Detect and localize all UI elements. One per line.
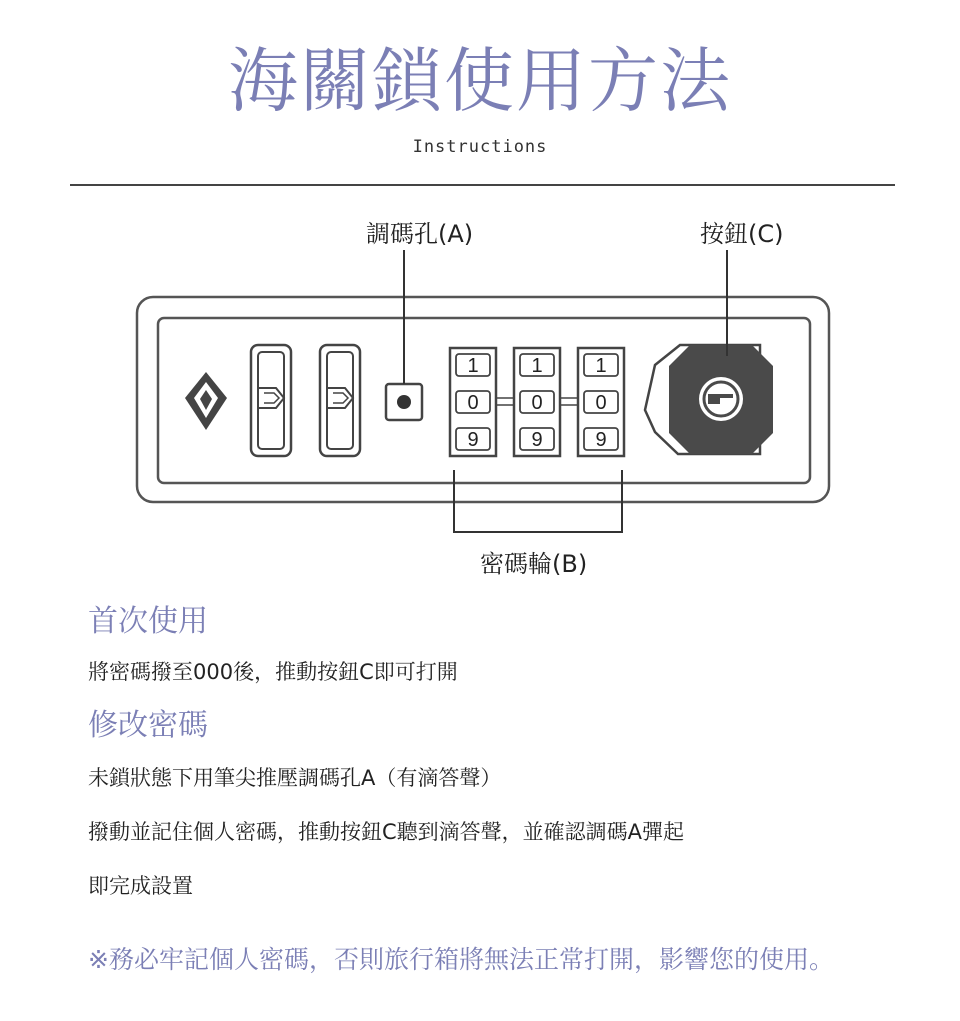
section-heading-first-use: 首次使用: [88, 604, 208, 639]
wheel-1-bot-digit: 9: [467, 429, 479, 451]
warning-note: ※務必牢記個人密碼，否則旅行箱將無法正常打開，影響您的使用。: [88, 945, 834, 974]
label-reset-hole: 調碼孔(A): [366, 220, 474, 248]
wheel-1-top-digit: 1: [467, 355, 479, 377]
label-wheels: 密碼輪(B): [480, 550, 588, 578]
combination-wheels: [450, 348, 624, 456]
wheel-2-mid-digit: 0: [531, 392, 543, 414]
page-title: 海關鎖使用方法: [228, 40, 732, 122]
instruction-line: 將密碼撥至000後，推動按鈕C即可打開: [88, 660, 458, 684]
reset-hole-icon: [386, 384, 422, 420]
slide-switch-right-icon: [320, 345, 360, 456]
wheel-1-mid-digit: 0: [467, 392, 479, 414]
instruction-line: 未鎖狀態下用筆尖推壓調碼孔A（有滴答聲）: [88, 766, 502, 790]
push-button-icon: [645, 345, 773, 454]
instruction-line: 撥動並記住個人密碼，推動按鈕C聽到滴答聲，並確認調碼A彈起: [88, 820, 685, 844]
wheel-3-mid-digit: 0: [595, 392, 607, 414]
section-heading-change-code: 修改密碼: [88, 708, 208, 743]
wheel-2-bot-digit: 9: [531, 429, 543, 451]
wheel-2-top-digit: 1: [531, 355, 543, 377]
label-button: 按鈕(C): [700, 220, 784, 248]
page-subtitle: Instructions: [412, 137, 548, 157]
wheel-3-top-digit: 1: [595, 355, 607, 377]
instruction-line: 即完成設置: [88, 874, 193, 898]
wheel-3-bot-digit: 9: [595, 429, 607, 451]
slide-switch-left-icon: [251, 345, 291, 456]
